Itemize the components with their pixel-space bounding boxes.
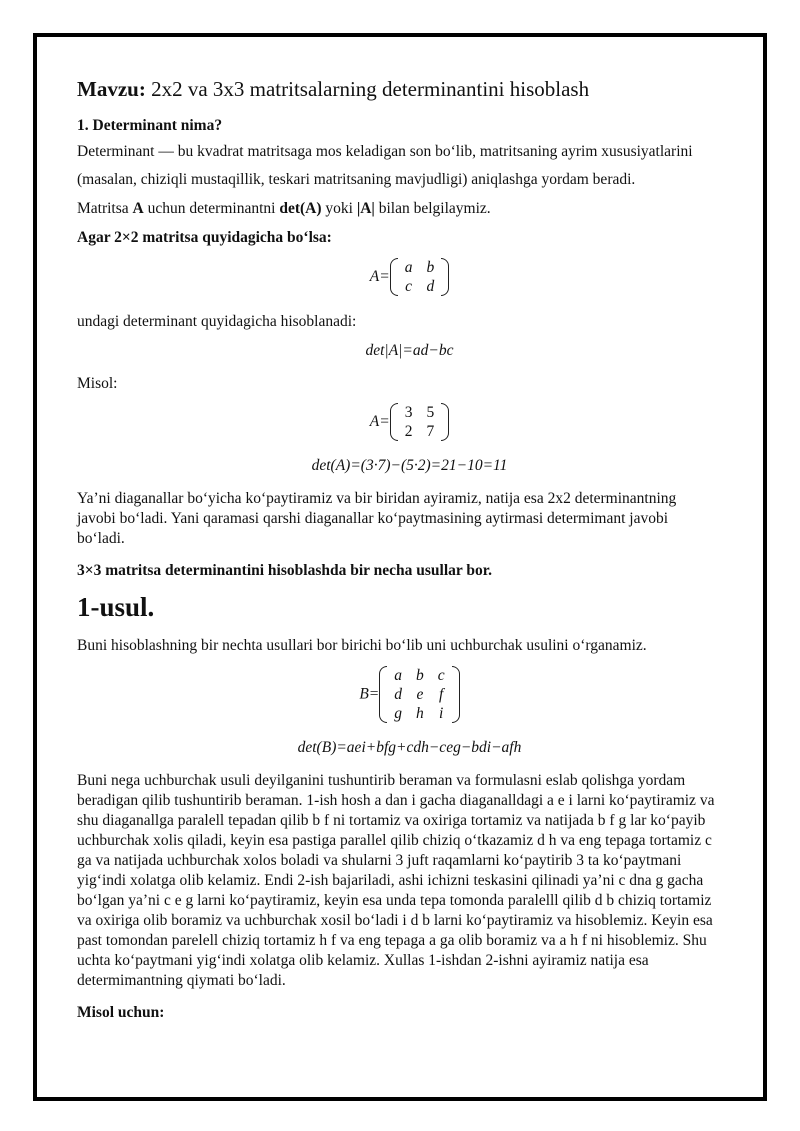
misol-uchun-label: Misol uchun: bbox=[77, 1004, 165, 1021]
explain-2x2-line-1: Ya’ni diaganallar bo‘yicha ko‘paytiramiz va bir biridan ayiramiz, natija esa 2x2 determinantning bbox=[77, 490, 677, 507]
matrix-a-num-body: 3 5 2 7 bbox=[390, 403, 450, 441]
paragraph-2: Matritsa A uchun determinantni det(A) yoki |A| bilan belgilaymiz. bbox=[77, 200, 491, 217]
section-heading-1: 1. Determinant nima? bbox=[77, 117, 223, 134]
formula-2x2: det|A|=ad−bc bbox=[365, 342, 454, 359]
explain-2x2-line-2: javobi bo‘ladi. Yani qaramasi qarshi diaganallar ko‘paytmasining aytirmasi determimant javobi bbox=[77, 510, 669, 527]
explain-3x3-line: shu diaganallga paralell tepadan qilib b f ni tortamiz va oxiriga tortamiz va natijada b f g lar ko‘payib bbox=[77, 812, 706, 829]
usul-1-intro: Buni hisoblashning bir nechta usullari bor birichi bo‘lib uni uchburchak usulini o‘rganamiz. bbox=[77, 637, 647, 654]
title-text: 2x2 va 3x3 matritsalarning determinantini hisoblash bbox=[145, 77, 590, 101]
explain-3x3-line: past tomondan parelell chiziq tortamiz h f va eng tepaga a ga olib boramiz va a h f ni hisoblemiz. Shu bbox=[77, 932, 707, 949]
agar-2x2-heading: Agar 2×2 matritsa quyidagicha bo‘lsa: bbox=[77, 229, 332, 246]
explain-3x3-line: uchta ko‘paytmani yig‘indi xolatga olib kelamiz. Xullas 1-ishdan 2-ishni ayiramiz natija esa bbox=[77, 952, 649, 969]
explain-3x3-line: yig‘indi xolatga olib kelamiz. Endi 2-ish bajariladi, ashi ichizni teskasini qilinadi ya’ni c dna g gacha bbox=[77, 872, 704, 889]
page-title bbox=[77, 76, 589, 102]
explain-3x3 bbox=[77, 771, 742, 991]
explain-3x3-line: beradigan qilib tushuntirib beraman. 1-ish hosh a dan i gacha diaganalldagi a e i larni ko‘paytiramiz va bbox=[77, 792, 715, 809]
matrix-a-numeric: A= 3 5 2 7 bbox=[77, 403, 742, 441]
explain-3x3-line: uchburchak xolis qiladi, keyin esa pastiga parallel qilib chiziq o‘tkazamiz d h va eng tepaga tortamiz c bbox=[77, 832, 712, 849]
explain-3x3-line: Buni nega uchburchak usuli deyilganini tushuntirib beraman va formulasni eslab qolishga yordam bbox=[77, 772, 686, 789]
misol-label: Misol: bbox=[77, 375, 118, 392]
matrix-b-body: a b c d e f g h i bbox=[379, 666, 459, 723]
explain-3x3-line: ga va natijada uchburchak xolos boladi va shularni 3 juft raqamlarni ko‘paytirib 3 ta ko‘paytmani bbox=[77, 852, 682, 869]
matrix-a-sym-body: a b c d bbox=[390, 258, 450, 296]
undagi-text: undagi determinant quyidagicha hisoblanadi: bbox=[77, 313, 357, 330]
explain-3x3-line: va oxiriga olib boramiz va uchburchak xosil bo‘ladi i d b larni ko‘paytiramiz va hisoblemiz. Keyin esa bbox=[77, 912, 713, 929]
matrix-a-symbolic: A= a b c d bbox=[77, 258, 742, 296]
calc-2x2: det(A)=(3·7)−(5·2)=21−10=11 bbox=[311, 457, 508, 474]
formula-3x3: det(B)=aei+bfg+cdh−ceg−bdi−afh bbox=[297, 739, 522, 756]
title-label: Mavzu: bbox=[77, 77, 146, 101]
ways-3x3-heading: 3×3 matritsa determinantini hisoblashda bir necha usullar bor. bbox=[77, 562, 493, 579]
matrix-b: B= a b c d e f g h i bbox=[77, 666, 742, 723]
usul-1-heading: 1-usul. bbox=[77, 592, 155, 622]
explain-2x2-line-3: bo‘ladi. bbox=[77, 530, 125, 547]
paragraph-1-line-2: (masalan, chiziqli mustaqillik, teskari matritsaning mavjudligi) aniqlashga yordam beradi. bbox=[77, 171, 636, 188]
explain-3x3-line: determimantning qiymati bo‘ladi. bbox=[77, 972, 286, 989]
explain-3x3-line: bo‘lgan ya’ni c e g larni ko‘paytiramiz, keyin esa unda tepa tomonda paralelll qilib d b chiziq tortamiz bbox=[77, 892, 712, 909]
paragraph-1-line-1: Determinant — bu kvadrat matritsaga mos keladigan son bo‘lib, matritsaning ayrim xususiyatlarini bbox=[77, 143, 693, 160]
